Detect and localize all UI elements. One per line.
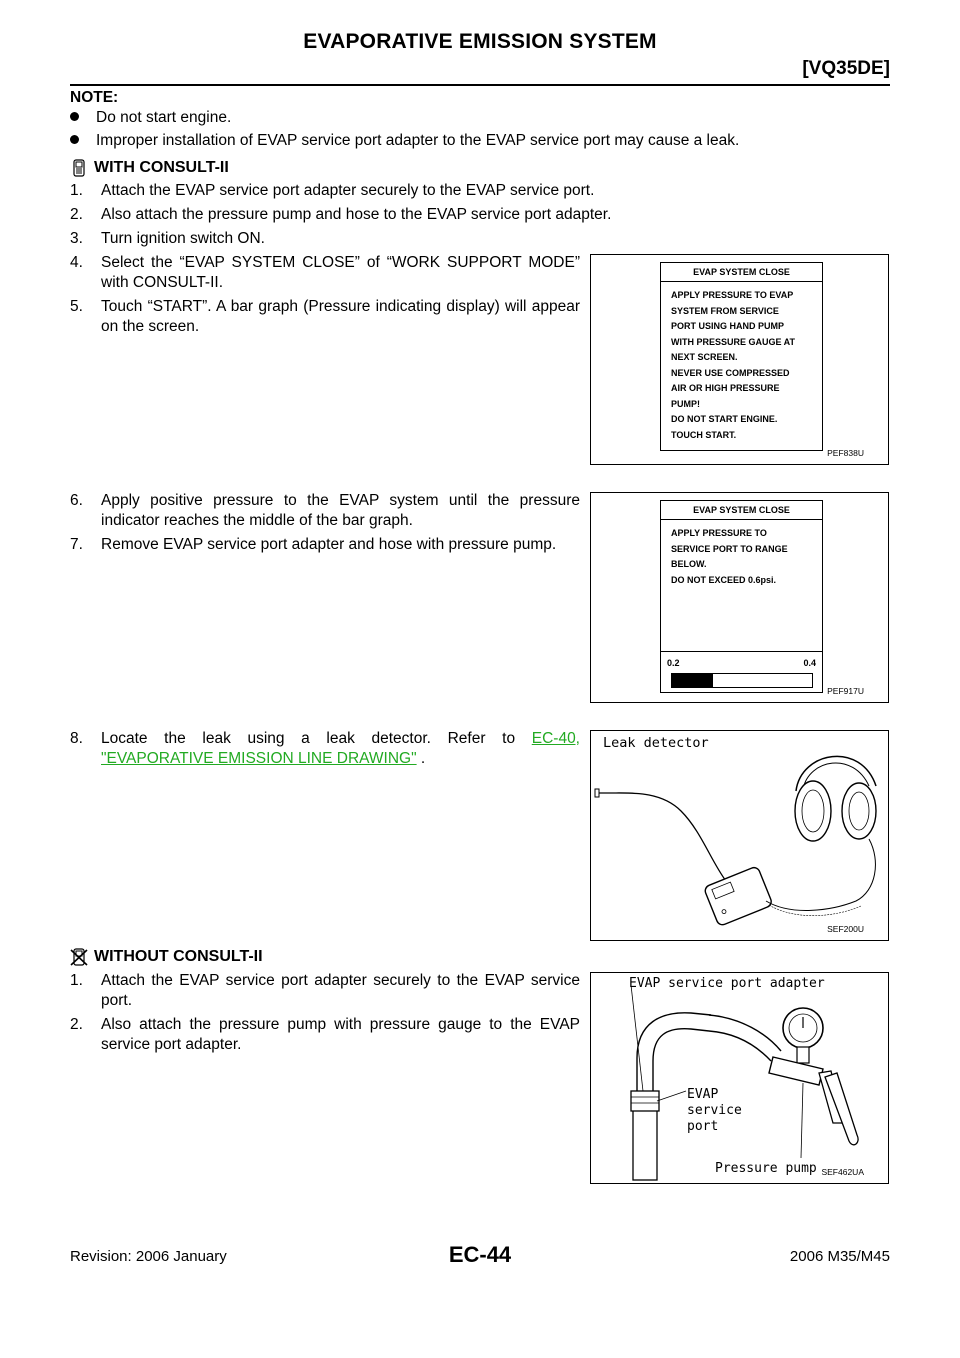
screen-message — [661, 520, 822, 594]
step-item — [70, 181, 595, 201]
note-bullet — [70, 131, 739, 151]
figure-code: PEF917U — [827, 686, 864, 696]
no-consult-tool-icon — [70, 948, 88, 966]
screen-line: SYSTEM FROM SERVICE — [671, 305, 779, 316]
step-item — [70, 729, 580, 769]
reference-link[interactable]: EC-40, "EVAPORATIVE EMISSION LINE DRAWING" — [101, 730, 580, 767]
step-text: Apply positive pressure to the EVAP system until the pressure indicator reaches the middle of the bar graph. — [101, 492, 580, 529]
figure-evap-system-close-1 — [590, 254, 889, 465]
engine-code: [VQ35DE] — [802, 58, 890, 79]
step-number: 3. — [70, 230, 83, 247]
step-number: 8. — [70, 730, 83, 747]
page-title: EVAPORATIVE EMISSION SYSTEM — [303, 30, 657, 53]
step-item — [70, 1015, 580, 1055]
note-bullet-text: Do not start engine. — [96, 109, 232, 126]
step-number: 2. — [70, 206, 83, 223]
figure-evap-system-close-2 — [590, 492, 889, 703]
screen-title: EVAP SYSTEM CLOSE — [661, 263, 822, 282]
screen-line: WITH PRESSURE GAUGE AT — [671, 336, 796, 347]
figure-code: SEF462UA — [821, 1167, 864, 1177]
screen-line: APPLY PRESSURE TO EVAP — [671, 290, 794, 300]
consult-screen — [660, 262, 823, 451]
note-label: NOTE: — [70, 89, 119, 106]
figure-label-service-port — [687, 1087, 742, 1135]
leak-detector-drawing — [591, 731, 888, 940]
figure-service-port-adapter — [590, 972, 889, 1184]
step-text: Also attach the pressure pump and hose to the EVAP service port adapter. — [101, 206, 612, 223]
screen-divider — [661, 651, 822, 652]
step-item — [70, 297, 580, 337]
screen-line: NEVER USE COMPRESSED — [671, 367, 790, 378]
screen-line: DO NOT EXCEED 0.6psi. — [671, 574, 777, 585]
step-number: 2. — [70, 1016, 83, 1033]
gauge-high-label: 0.4 — [803, 658, 816, 668]
step-item — [70, 205, 612, 225]
step-text — [101, 729, 580, 769]
consult-tool-icon — [70, 159, 88, 177]
pressure-pump-drawing — [591, 973, 888, 1183]
step-text-after: . — [416, 750, 426, 767]
pressure-bar-graph — [671, 673, 813, 688]
step-text: Select the “EVAP SYSTEM CLOSE” of “WORK SUPPORT MODE” with CONSULT-II. — [101, 254, 580, 291]
step-text-before: Locate the leak using a leak detector. Refer to — [101, 730, 532, 747]
step-text: Remove EVAP service port adapter and hose with pressure pump. — [101, 536, 557, 553]
page-number: EC-44 — [448, 1242, 512, 1267]
figure-leak-detector — [590, 730, 889, 941]
step-number: 6. — [70, 492, 83, 509]
screen-line: DO NOT START ENGINE. — [671, 414, 778, 424]
step-text: Touch “START”. A bar graph (Pressure indicating display) will appear on the screen. — [101, 298, 580, 335]
label-line: port — [687, 1119, 719, 1134]
screen-line: BELOW. — [671, 559, 707, 569]
step-number: 4. — [70, 254, 83, 271]
footer-model: 2006 M35/M45 — [789, 1248, 890, 1265]
step-text: Turn ignition switch ON. — [101, 230, 265, 247]
step-number: 1. — [70, 972, 83, 989]
step-item — [70, 971, 580, 1011]
bullet-icon — [70, 112, 79, 121]
step-item — [70, 253, 580, 293]
section-heading-without-consult — [70, 948, 263, 966]
step-number: 7. — [70, 536, 83, 553]
screen-line: SERVICE PORT TO RANGE — [671, 543, 788, 554]
screen-title: EVAP SYSTEM CLOSE — [661, 501, 822, 520]
section-heading-text: WITH CONSULT-II — [94, 159, 229, 177]
screen-line: NEXT SCREEN. — [671, 352, 738, 362]
screen-line: PUMP! — [671, 398, 700, 409]
step-number: 1. — [70, 182, 83, 199]
step-number: 5. — [70, 298, 83, 315]
section-heading-text: WITHOUT CONSULT-II — [94, 948, 263, 966]
step-item — [70, 491, 580, 531]
figure-label-leak-detector: Leak detector — [603, 735, 709, 751]
label-line: EVAP — [687, 1087, 719, 1102]
figure-code: SEF200U — [827, 924, 864, 934]
bullet-icon — [70, 135, 79, 144]
screen-message — [661, 282, 822, 449]
pressure-bar-fill — [672, 674, 713, 687]
consult-screen — [660, 500, 823, 693]
figure-label-adapter: EVAP service port adapter — [629, 976, 825, 991]
screen-line: PORT USING HAND PUMP — [671, 321, 785, 331]
screen-line: TOUCH START. — [671, 429, 737, 440]
step-text: Attach the EVAP service port adapter securely to the EVAP service port. — [101, 972, 580, 1009]
figure-code: PEF838U — [827, 448, 864, 458]
section-heading-with-consult — [70, 159, 229, 177]
note-bullet — [70, 108, 231, 128]
footer-revision: Revision: 2006 January — [70, 1248, 227, 1265]
step-text: Attach the EVAP service port adapter securely to the EVAP service port. — [101, 182, 595, 199]
step-item — [70, 229, 580, 249]
label-line: service — [687, 1103, 742, 1118]
header-rule — [70, 84, 890, 86]
note-bullet-text: Improper installation of EVAP service port adapter to the EVAP service port may cause a leak. — [96, 132, 740, 149]
figure-label-pressure-pump: Pressure pump — [715, 1161, 817, 1176]
step-item — [70, 535, 580, 555]
step-text: Also attach the pressure pump with pressure gauge to the EVAP service port adapter. — [101, 1016, 580, 1053]
screen-line: AIR OR HIGH PRESSURE — [671, 383, 780, 393]
gauge-low-label: 0.2 — [667, 658, 680, 668]
screen-line: APPLY PRESSURE TO — [671, 528, 767, 538]
